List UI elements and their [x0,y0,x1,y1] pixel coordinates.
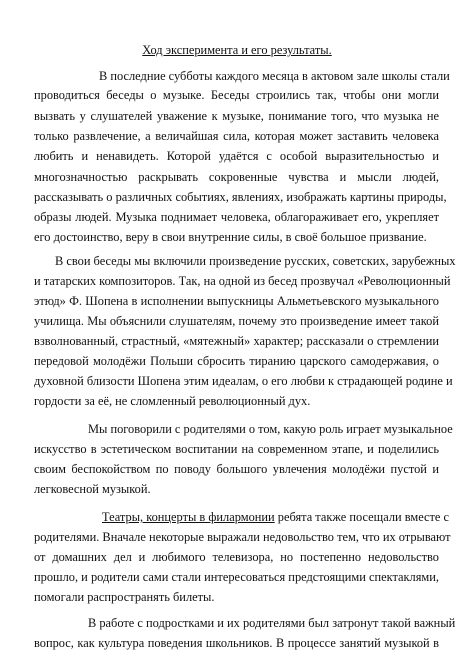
paragraph-2-line-8: гордости за её, не сломленный революционный дух. [34,394,311,408]
paragraph-1-line-8: образы людей. Музыка поднимает человека, облагораживает его, укрепляет [34,210,439,224]
paragraph-1-line-2: проводиться беседы о музыке. Беседы строились так, чтобы они могли [34,88,439,102]
paragraph-2-line-7: духовной близости Шопена этим идеалам, о его любви к страдающей родине и [34,374,453,388]
paragraph-1-line-3: вызвать у слушателей уважение к музыке, понимание того, что музыка не [34,109,439,123]
paragraph-4-line-2: родителями. Вначале некоторые выражали недовольство тем, что их отрывают [34,530,451,544]
paragraph-3-line-4: легковесной музыкой. [34,482,151,496]
paragraph-2-line-3: этюд» Ф. Шопена в исполнении выпускницы Альметьевского музыкального [34,294,439,308]
paragraph-3-line-1: Мы поговорили с родителями о том, какую роль играет музыкальное [88,422,453,436]
paragraph-2-line-1: В свои беседы мы включили произведение русских, советских, зарубежных [55,254,456,268]
paragraph-1-line-1: В последние субботы каждого месяца в актовом зале школы стали [99,69,450,83]
paragraph-2-line-4: училища. Мы объяснили слушателям, почему это произведение имеет такой [34,314,439,328]
paragraph-4-line-5: помогали распространять билеты. [34,590,215,604]
paragraph-2-line-5: взволнованный, страстный, «мятежный» характер; рассказали о стремлении [34,334,439,348]
paragraph-1-line-4: только развлечение, а величайшая сила, которая может заставить человека [34,129,439,143]
document-title: Ход эксперимента и его результаты. [142,43,332,57]
theatres-concerts-underlined: Театры, концерты в филармонии [102,510,275,524]
paragraph-5-line-1: В работе с подростками и их родителями был затронут такой важный [88,616,456,630]
paragraph-1-line-5: любить и ненавидеть. Которой удаётся с особой выразительностью и [34,149,439,163]
paragraph-1-line-7: рассказывать о различных событиях, явлениях, изображать картины природы, [34,190,447,204]
paragraph-3-line-2: искусство в эстетическом воспитании на современном этапе, и поделились [34,442,439,456]
paragraph-4-line-1 [102,510,450,525]
paragraph-1-line-9: его достоинство, веру в свои внутренние силы, в своё большое призвание. [34,230,427,244]
paragraph-3-line-3: своим беспокойством по поводу большого увлечения молодёжи пустой и [34,462,439,476]
paragraph-1-line-6: многозначностью раскрывать сокровенные чувства и мысли людей, [34,170,439,184]
paragraph-4-line-3: от домашних дел и любимого телевизора, но постепенно недовольство [34,550,439,564]
paragraph-4-line-4: прошло, и родители сами стали интересоваться предстоящими спектаклями, [34,570,439,584]
paragraph-2-line-6: передовой молодёжи Польши сбросить тиранию царского самодержавия, о [34,354,439,368]
paragraph-2-line-2: и татарских композиторов. Так, на одной из бесед прозвучал «Революционный [34,274,451,288]
paragraph-5-line-2: вопрос, как культура поведения школьников. В процессе занятий музыкой в [34,636,439,650]
paragraph-4-lead-rest: ребята также посещали вместе с [274,510,450,524]
